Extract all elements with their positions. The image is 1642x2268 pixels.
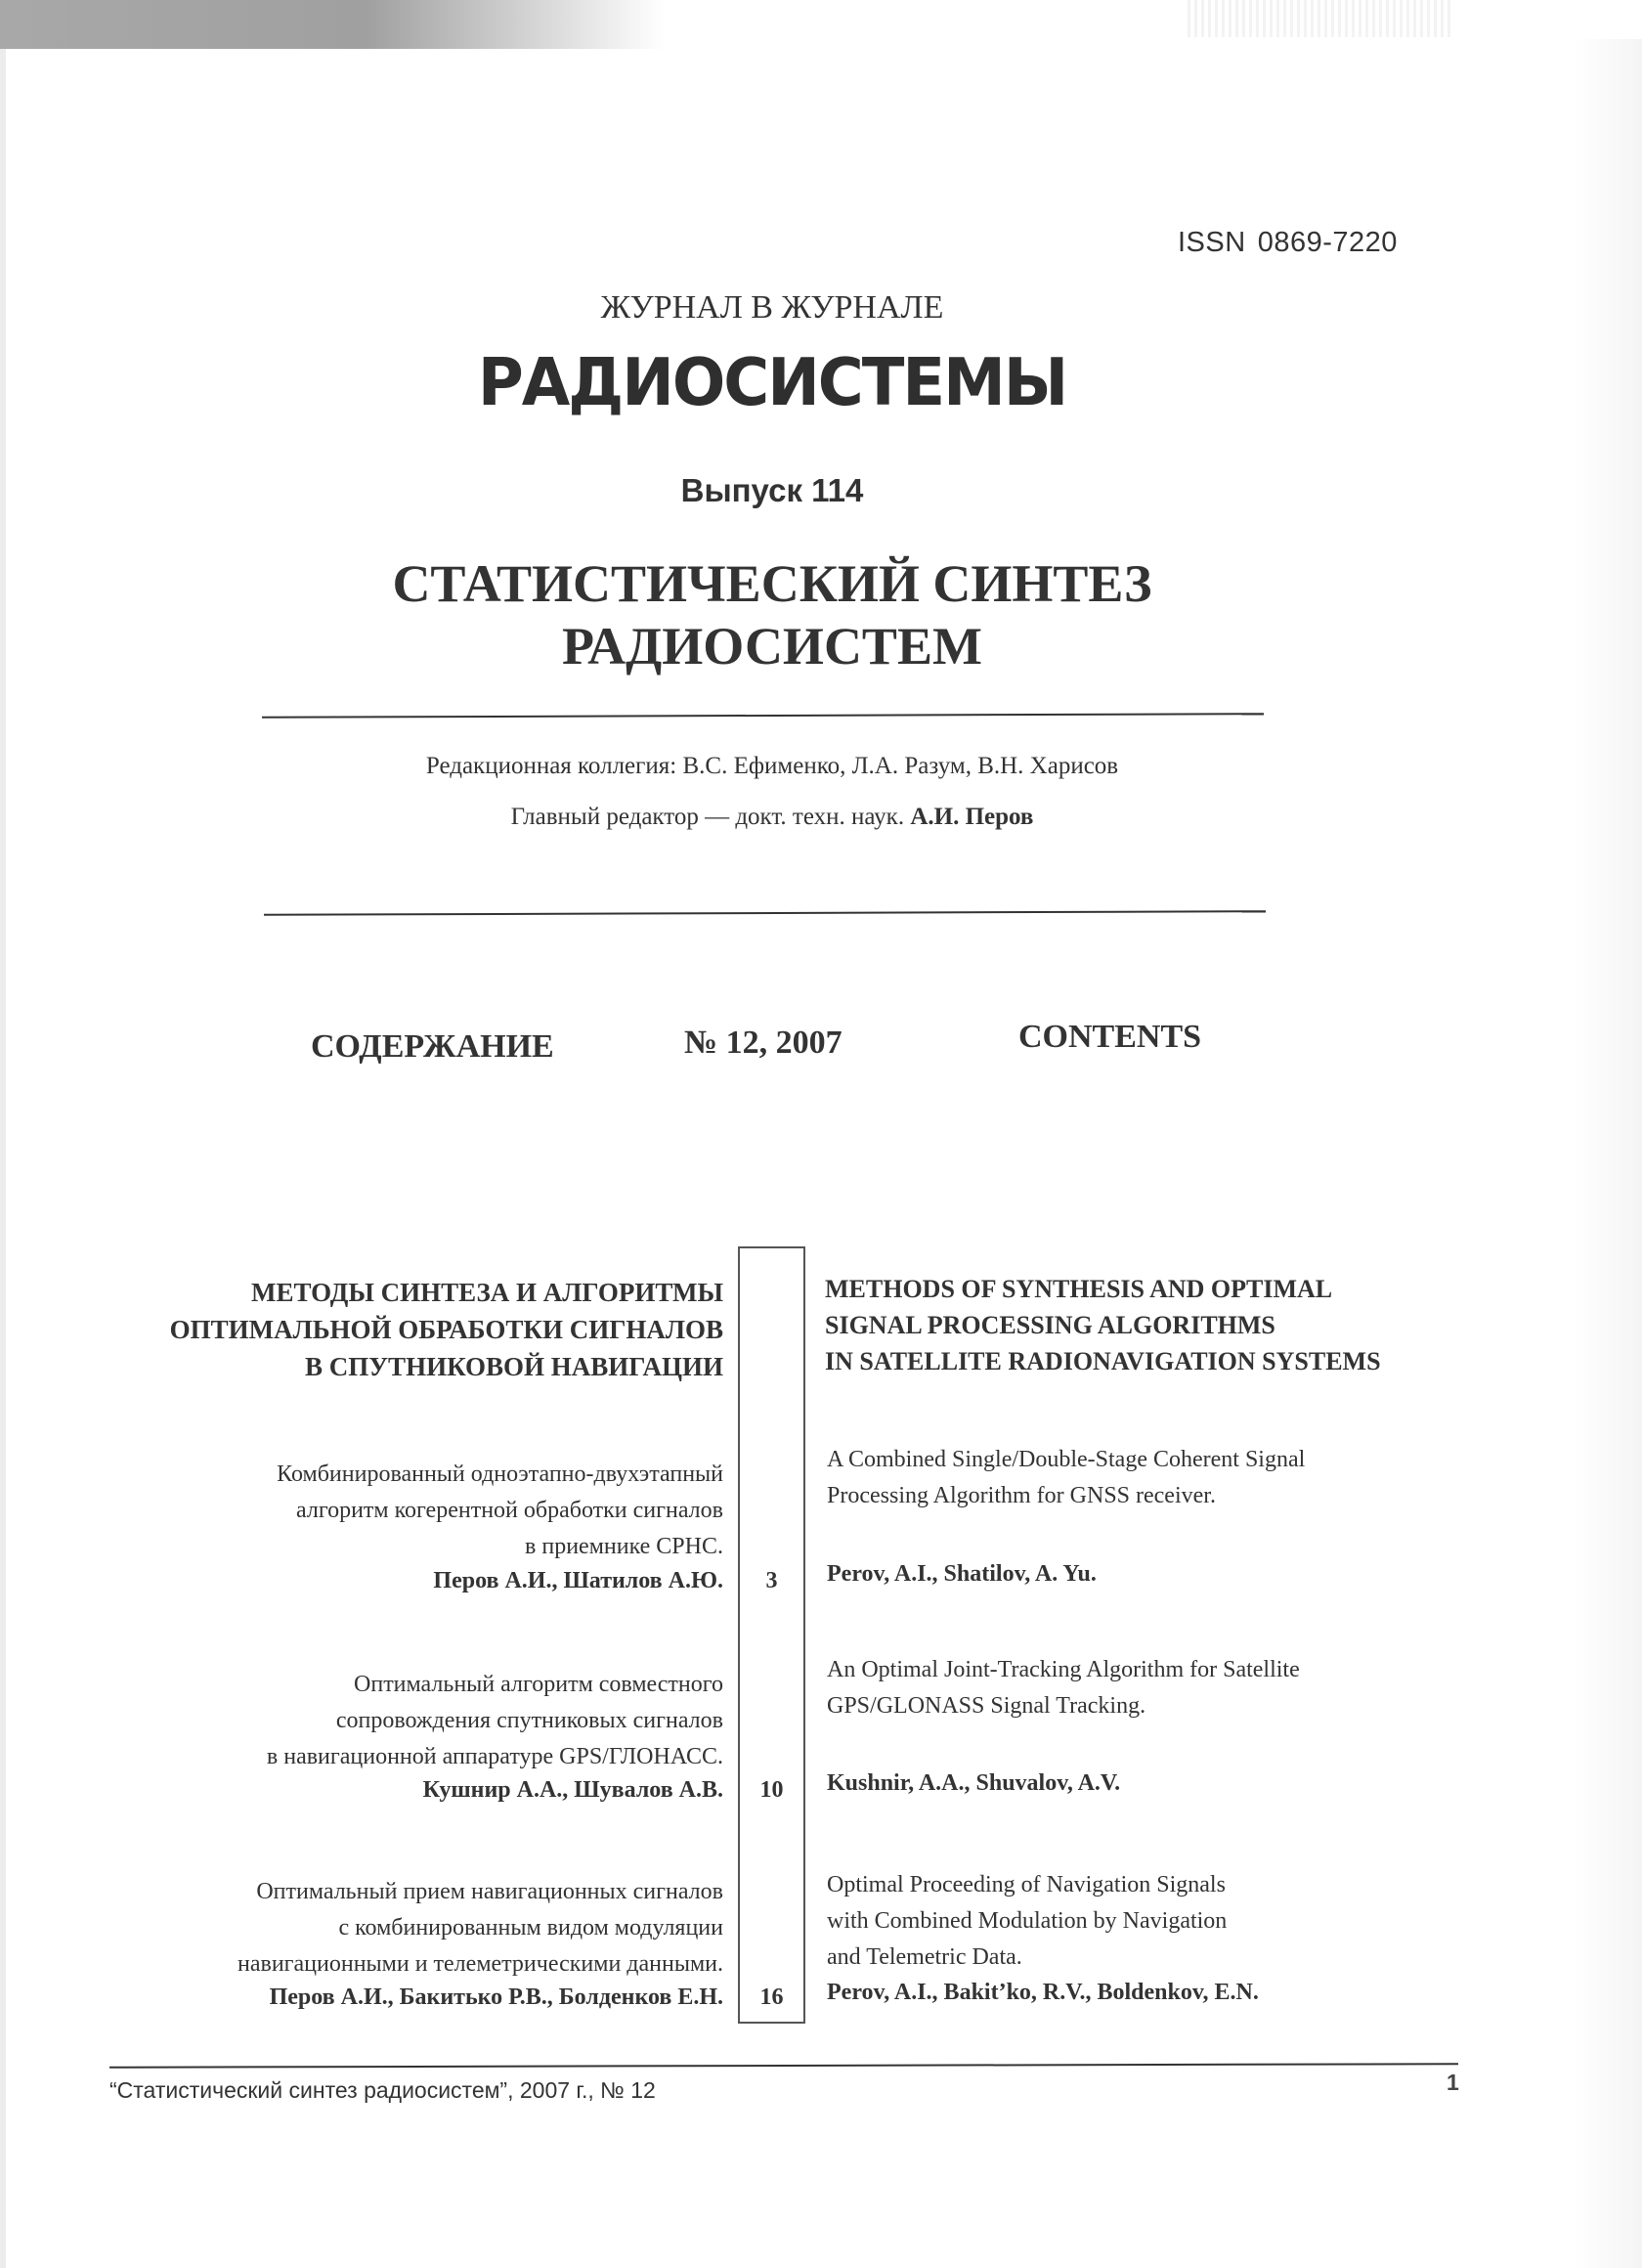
issue-number-year: № 12, 2007 (684, 1025, 843, 1061)
editorial-board: Редакционная коллегия: В.С. Ефименко, Л.А. Разум, В.Н. Харисов (425, 753, 1119, 779)
section-line: МЕТОДЫ СИНТЕЗА И АЛГОРИТМЫ (250, 1278, 723, 1307)
page-title (0, 552, 1544, 677)
title-line: A Combined Single/Double-Stage Coherent Signal (827, 1447, 1306, 1472)
section-line: METHODS OF SYNTHESIS AND OPTIMAL (825, 1275, 1333, 1303)
title-line: Комбинированный одноэтапно-двухэтапный (277, 1461, 723, 1487)
title-line-1: СТАТИСТИЧЕСКИЙ СИНТЕЗ (392, 554, 1152, 613)
title-line: навигационными и телеметрическими данными. (238, 1951, 723, 1977)
section-line: В СПУТНИКОВОЙ НАВИГАЦИИ (304, 1352, 723, 1381)
section-line: SIGNAL PROCESSING ALGORITHMS (825, 1311, 1275, 1339)
footer-page-number: 1 (1447, 2070, 1459, 2095)
contents-heading-ru: СОДЕРЖАНИЕ (311, 1028, 554, 1065)
divider-bottom (264, 910, 1266, 916)
chief-editor-name: А.И. Перов (910, 804, 1034, 830)
scan-edge-right (1574, 39, 1642, 2268)
title-line: с комбинированным видом модуляции (338, 1915, 723, 1941)
title-line: Оптимальный прием навигационных сигналов (256, 1879, 723, 1904)
scan-edge-shadow (0, 0, 665, 49)
title-line-2: РАДИОСИСТЕМ (562, 617, 982, 676)
footer-rule (109, 2063, 1458, 2069)
article-authors-en: Perov, A.I., Shatilov, A. Yu. (827, 1561, 1097, 1587)
issn-label: ISSN (1178, 227, 1246, 258)
issn-number: 0869-7220 (1257, 227, 1398, 258)
contents-heading-en: CONTENTS (1018, 1019, 1202, 1055)
journal-in-journal-label: ЖУРНАЛ В ЖУРНАЛЕ (600, 289, 944, 326)
section-line: IN SATELLITE RADIONAVIGATION SYSTEMS (825, 1347, 1381, 1375)
title-line: Processing Algorithm for GNSS receiver. (827, 1483, 1216, 1508)
article-title-en[interactable] (827, 1442, 1452, 1514)
article-page-number[interactable]: 3 (765, 1568, 778, 1593)
title-line: GPS/GLONASS Signal Tracking. (827, 1693, 1146, 1719)
divider-top (262, 713, 1264, 719)
scan-edge-artifact (1188, 0, 1451, 37)
footer-citation: “Статистический синтез радиосистем”, 2007 г., № 12 (109, 2077, 656, 2103)
issn (1178, 227, 1398, 259)
article-title-en[interactable] (827, 1867, 1452, 1976)
article-title-ru[interactable] (98, 1874, 723, 1983)
article-page-number[interactable]: 16 (759, 1984, 784, 2010)
section-heading-en (825, 1271, 1450, 1379)
title-line: Оптимальный алгоритм совместного (354, 1672, 723, 1697)
article-title-en[interactable] (827, 1652, 1452, 1724)
brand-logo-text: РАДИОСИСТЕМЫ (477, 345, 1067, 421)
title-line: and Telemetric Data. (827, 1944, 1022, 1970)
page-number-column (738, 1246, 805, 2024)
title-line: Optimal Proceeding of Navigation Signals (827, 1872, 1226, 1897)
article-authors-en: Kushnir, A.A., Shuvalov, A.V. (827, 1770, 1121, 1796)
title-line: в навигационной аппаратуре GPS/ГЛОНАСС. (266, 1744, 723, 1769)
article-authors-en: Perov, A.I., Bakit’ko, R.V., Boldenkov, E.N. (827, 1980, 1259, 2005)
article-page-number[interactable]: 10 (759, 1777, 784, 1803)
article-title-ru[interactable] (98, 1667, 723, 1775)
issue-number: Выпуск 114 (680, 472, 864, 508)
title-line: with Combined Modulation by Navigation (827, 1908, 1228, 1934)
section-heading-ru (98, 1274, 723, 1385)
title-line: в приемнике СРНС. (525, 1534, 723, 1559)
chief-editor (0, 804, 1544, 831)
article-authors-ru: Кушнир А.А., Шувалов А.В. (422, 1777, 723, 1803)
title-line: An Optimal Joint-Tracking Algorithm for Satellite (827, 1657, 1300, 1682)
title-line: сопровождения спутниковых сигналов (335, 1708, 723, 1733)
title-line: алгоритм когерентной обработки сигналов (295, 1498, 723, 1523)
chief-editor-prefix: Главный редактор — докт. техн. наук. (510, 804, 905, 830)
article-authors-ru: Перов А.И., Бакитько Р.В., Болденков Е.Н. (269, 1984, 723, 2010)
section-line: ОПТИМАЛЬНОЙ ОБРАБОТКИ СИГНАЛОВ (169, 1315, 723, 1344)
article-title-ru[interactable] (98, 1457, 723, 1565)
article-authors-ru: Перов А.И., Шатилов А.Ю. (433, 1568, 723, 1593)
